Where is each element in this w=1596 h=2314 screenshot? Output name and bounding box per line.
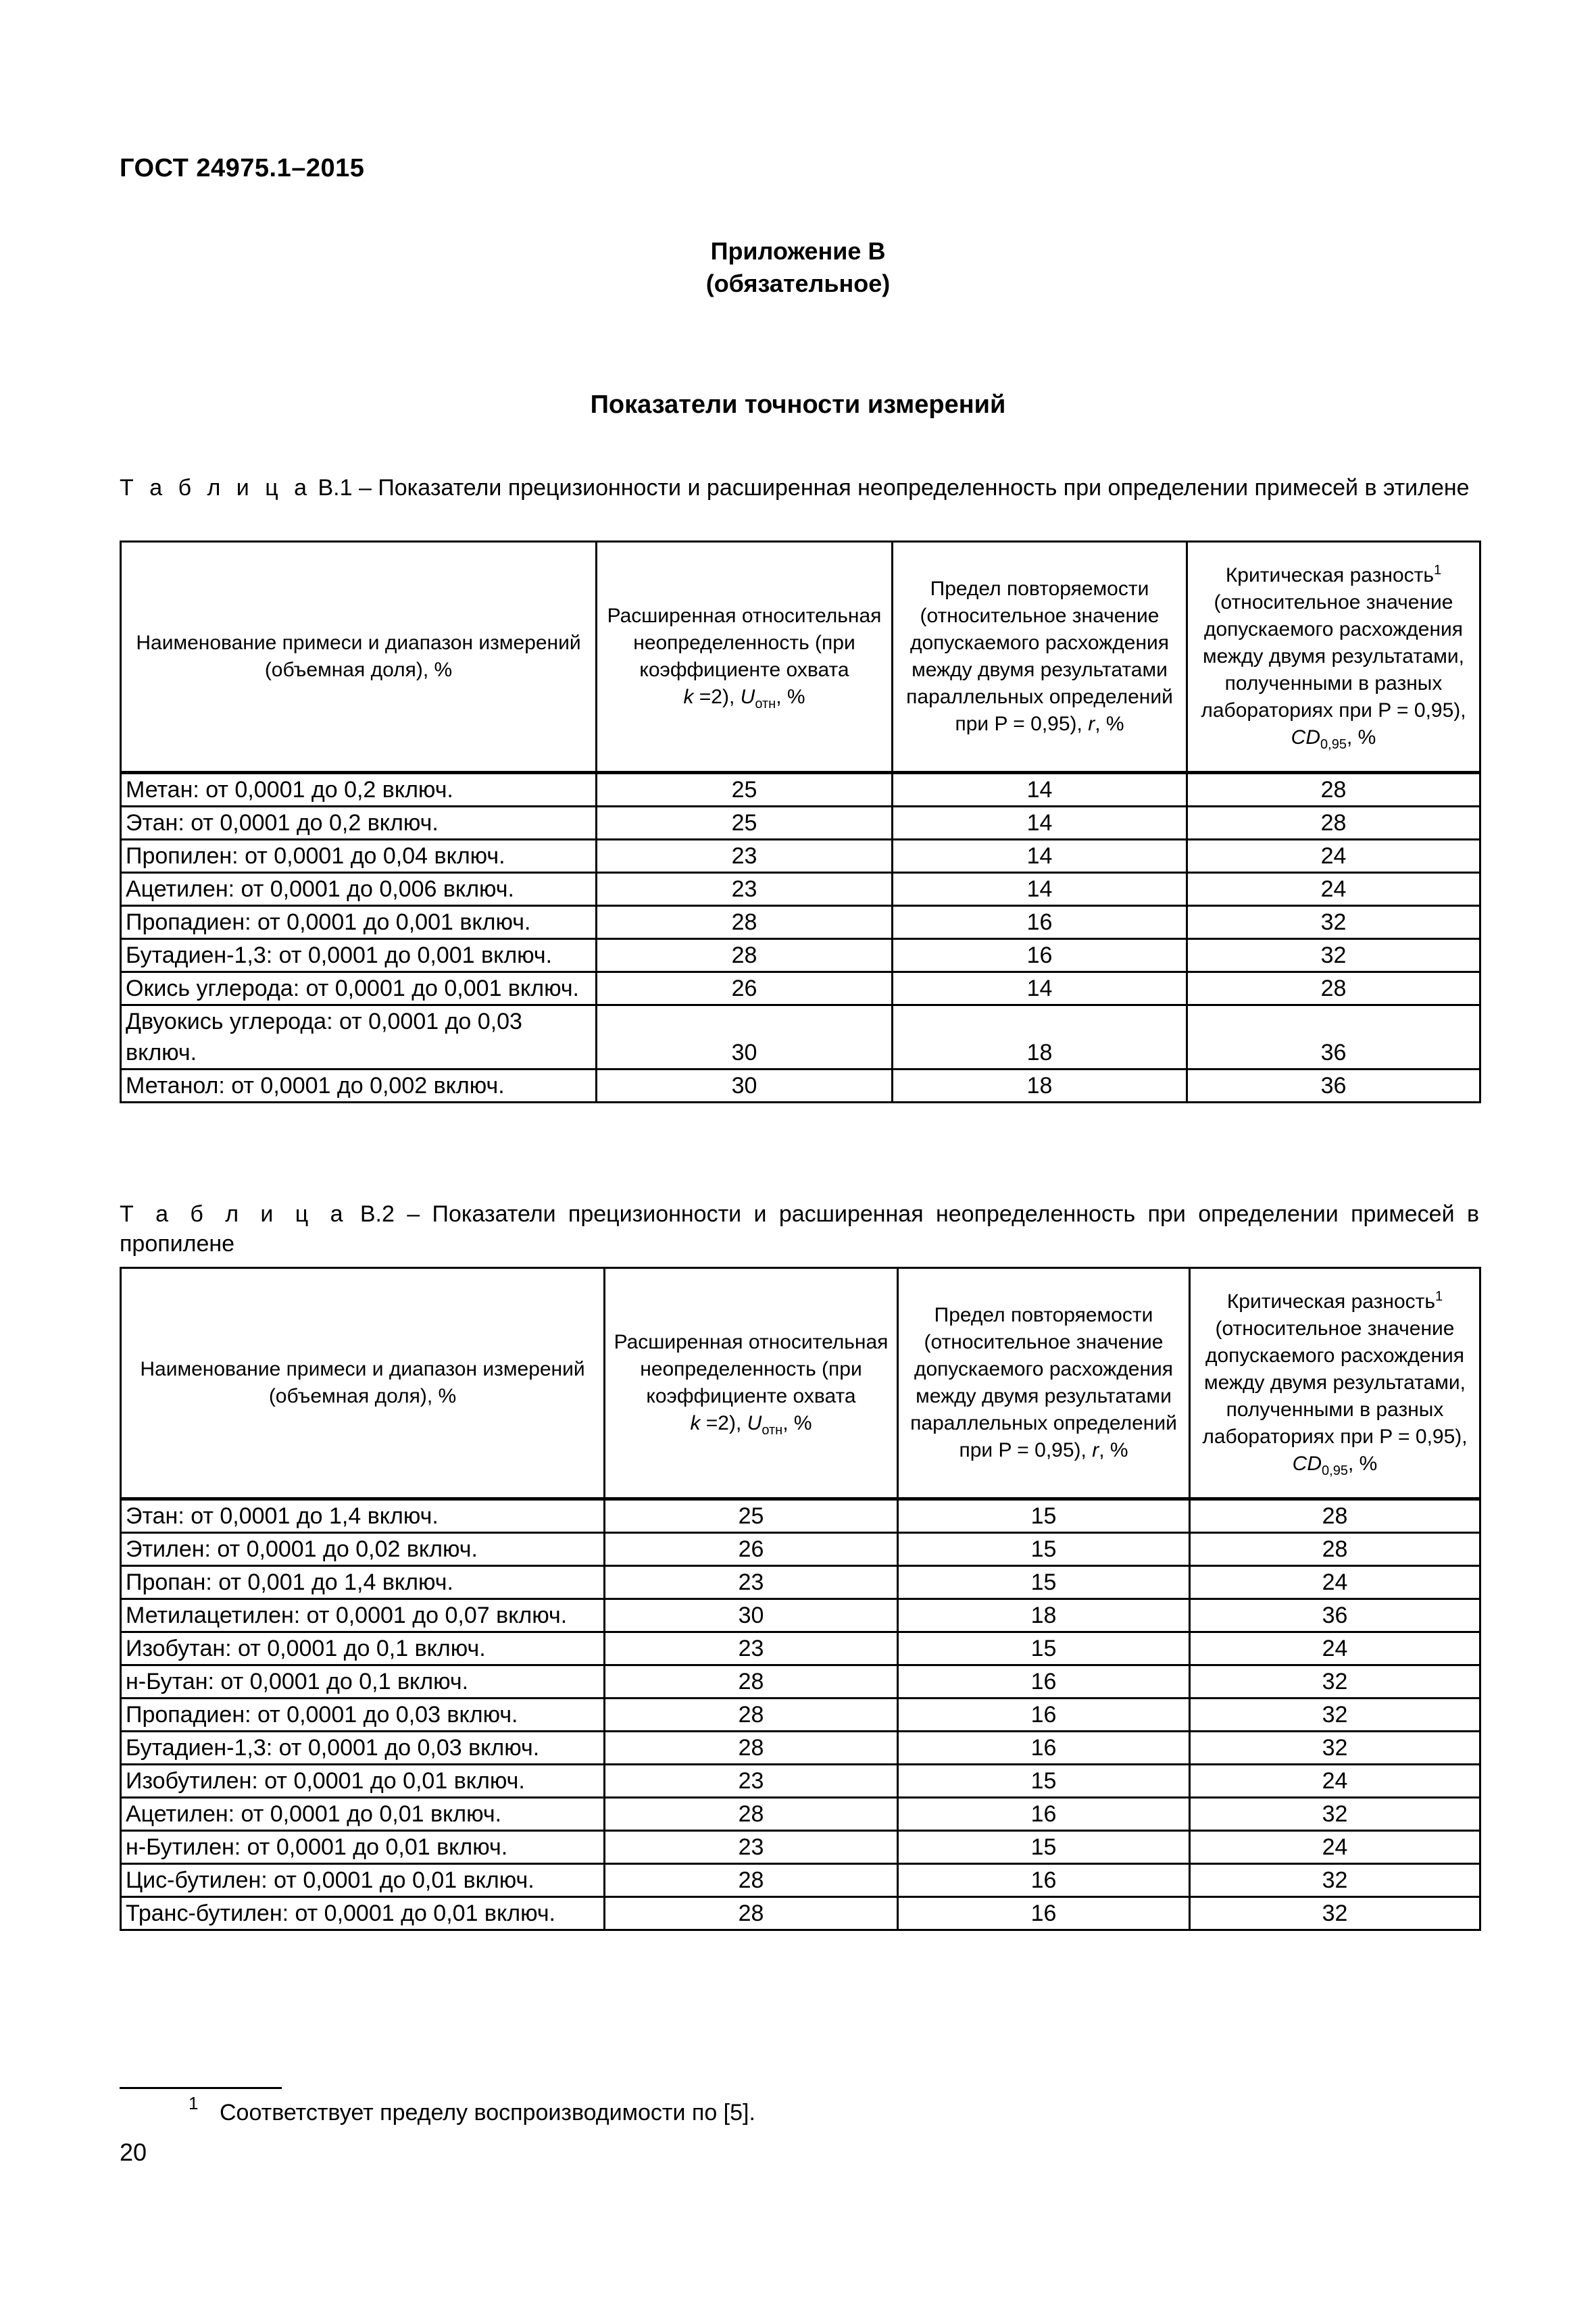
table2-body <box>121 1499 1480 1930</box>
header-uncertainty-k: k <box>690 1412 701 1434</box>
header-critical-symbol: CD <box>1291 726 1321 749</box>
impurity-name: Изобутилен: от 0,0001 до 0,01 включ. <box>121 1765 605 1798</box>
table1 <box>120 540 1481 1103</box>
uncertainty-value: 25 <box>597 807 893 840</box>
header-uncertainty-sub: отн <box>755 697 776 711</box>
table-row <box>121 1864 1480 1897</box>
uncertainty-value: 30 <box>597 1005 893 1070</box>
table-row <box>121 1798 1480 1831</box>
impurity-name: Транс-бутилен: от 0,0001 до 0,01 включ. <box>121 1897 605 1930</box>
critical-difference-value: 24 <box>1190 1566 1480 1599</box>
impurity-name: Пропадиен: от 0,0001 до 0,03 включ. <box>121 1699 605 1732</box>
repeatability-value: 16 <box>898 1897 1190 1930</box>
table1-label: Т а б л и ц а <box>120 475 312 501</box>
section-title: Показатели точности измерений <box>590 391 1006 419</box>
uncertainty-value: 28 <box>597 939 893 972</box>
table-row <box>121 873 1480 906</box>
repeatability-value: 15 <box>898 1831 1190 1864</box>
repeatability-value: 15 <box>898 1765 1190 1798</box>
uncertainty-value: 26 <box>597 972 893 1005</box>
table-row <box>121 1533 1480 1566</box>
impurity-name: Пропадиен: от 0,0001 до 0,001 включ. <box>121 906 597 939</box>
table-row <box>121 773 1480 807</box>
repeatability-value: 14 <box>893 972 1187 1005</box>
uncertainty-value: 23 <box>605 1566 898 1599</box>
header-uncertainty <box>605 1268 898 1499</box>
critical-difference-value: 32 <box>1190 1732 1480 1765</box>
repeatability-value: 16 <box>893 906 1187 939</box>
header-uncertainty-text: Расширенная относительная неопределенность (при коэффициенте охвата <box>607 605 882 681</box>
header-uncertainty <box>597 542 893 773</box>
header-uncertainty-symbol: U <box>747 1412 762 1434</box>
impurity-name: Бутадиен-1,3: от 0,0001 до 0,001 включ. <box>121 939 597 972</box>
header-repeatability <box>898 1268 1190 1499</box>
uncertainty-value: 26 <box>605 1533 898 1566</box>
critical-difference-value: 28 <box>1187 773 1480 807</box>
impurity-name: Бутадиен-1,3: от 0,0001 до 0,03 включ. <box>121 1732 605 1765</box>
impurity-name: Ацетилен: от 0,0001 до 0,006 включ. <box>121 873 597 906</box>
table-row <box>121 1005 1480 1070</box>
critical-difference-value: 28 <box>1190 1533 1480 1566</box>
table2 <box>120 1267 1481 1931</box>
impurity-name: Этан: от 0,0001 до 0,2 включ. <box>121 807 597 840</box>
impurity-name: Пропан: от 0,001 до 1,4 включ. <box>121 1566 605 1599</box>
header-critical-tail: (относительное значение допускаемого расхождения между двумя результатами, полученными в разных лабораториях при P = 0,95), <box>1201 591 1466 722</box>
header-uncertainty-tail: =2), <box>693 686 741 708</box>
critical-difference-value: 32 <box>1190 1864 1480 1897</box>
uncertainty-value: 23 <box>605 1831 898 1864</box>
header-critical-symbol: CD <box>1292 1453 1322 1475</box>
header-critical-unit: , % <box>1346 726 1376 749</box>
header-critical <box>1190 1268 1480 1499</box>
impurity-name: Изобутан: от 0,0001 до 0,1 включ. <box>121 1632 605 1665</box>
header-repeatability-symbol: r <box>1088 713 1095 735</box>
uncertainty-value: 25 <box>605 1499 898 1533</box>
impurity-name: Окись углерода: от 0,0001 до 0,001 включ. <box>121 972 597 1005</box>
uncertainty-value: 28 <box>605 1897 898 1930</box>
table-row <box>121 1732 1480 1765</box>
footnote-ref: 1 <box>1434 563 1442 578</box>
header-uncertainty-tail: =2), <box>700 1412 747 1434</box>
impurity-name: Метан: от 0,0001 до 0,2 включ. <box>121 773 597 807</box>
repeatability-value: 16 <box>898 1864 1190 1897</box>
table-row <box>121 807 1480 840</box>
table2-label: Т а б л и ц а <box>120 1201 348 1227</box>
uncertainty-value: 28 <box>605 1864 898 1897</box>
appendix-title: Приложение В <box>710 237 886 265</box>
uncertainty-value: 23 <box>605 1765 898 1798</box>
table-row <box>121 1599 1480 1632</box>
uncertainty-value: 23 <box>597 873 893 906</box>
critical-difference-value: 32 <box>1187 906 1480 939</box>
repeatability-value: 15 <box>898 1566 1190 1599</box>
uncertainty-value: 25 <box>597 773 893 807</box>
table-row <box>121 1765 1480 1798</box>
page-number: 20 <box>120 2138 147 2166</box>
header-repeatability <box>893 542 1187 773</box>
critical-difference-value: 32 <box>1187 939 1480 972</box>
uncertainty-value: 28 <box>605 1665 898 1699</box>
impurity-name: Метанол: от 0,0001 до 0,002 включ. <box>121 1070 597 1103</box>
impurity-name: Метилацетилен: от 0,0001 до 0,07 включ. <box>121 1599 605 1632</box>
table-row <box>121 1699 1480 1732</box>
footnote <box>189 2093 755 2126</box>
impurity-name: Цис-бутилен: от 0,0001 до 0,01 включ. <box>121 1864 605 1897</box>
table-row <box>121 1665 1480 1699</box>
header-repeatability-unit: , % <box>1095 713 1124 735</box>
repeatability-value: 15 <box>898 1533 1190 1566</box>
critical-difference-value: 24 <box>1187 873 1480 906</box>
header-critical <box>1187 542 1480 773</box>
table-row <box>121 1897 1480 1930</box>
critical-difference-value: 32 <box>1190 1798 1480 1831</box>
critical-difference-value: 32 <box>1190 1897 1480 1930</box>
uncertainty-value: 28 <box>605 1699 898 1732</box>
header-uncertainty-sub: отн <box>762 1423 783 1438</box>
repeatability-value: 16 <box>893 939 1187 972</box>
repeatability-value: 14 <box>893 807 1187 840</box>
header-uncertainty-text: Расширенная относительная неопределенность (при коэффициенте охвата <box>614 1331 889 1407</box>
table1-body <box>121 773 1480 1103</box>
table-row <box>121 840 1480 873</box>
header-critical-text: Критическая разность <box>1226 1290 1436 1313</box>
header-name: Наименование примеси и диапазон измерений (объемная доля), % <box>121 542 597 773</box>
header-critical-sub: 0,95 <box>1322 1463 1348 1478</box>
table-row <box>121 939 1480 972</box>
table-row <box>121 1499 1480 1533</box>
table1-caption-text: В.1 – Показатели прецизионности и расширенная неопределенность при определении примесей в этилене <box>311 475 1470 501</box>
critical-difference-value: 36 <box>1190 1599 1480 1632</box>
impurity-name: Этилен: от 0,0001 до 0,02 включ. <box>121 1533 605 1566</box>
appendix-status: (обязательное) <box>705 270 891 297</box>
uncertainty-value: 30 <box>597 1070 893 1103</box>
repeatability-value: 16 <box>898 1798 1190 1831</box>
header-repeatability-unit: , % <box>1099 1439 1128 1461</box>
repeatability-value: 14 <box>893 840 1187 873</box>
header-repeatability-symbol: r <box>1092 1439 1099 1461</box>
header-repeatability-text: Предел повторяемости (относительное значение допускаемого расхождения между двумя результатами параллельных определений при P = 0,95), <box>910 1304 1177 1461</box>
critical-difference-value: 32 <box>1190 1699 1480 1732</box>
appendix-heading <box>0 235 1596 300</box>
repeatability-value: 14 <box>893 773 1187 807</box>
footnote-ref: 1 <box>1435 1289 1443 1304</box>
table-row <box>121 906 1480 939</box>
critical-difference-value: 24 <box>1190 1632 1480 1665</box>
impurity-name: Ацетилен: от 0,0001 до 0,01 включ. <box>121 1798 605 1831</box>
table2-caption <box>120 1199 1479 1259</box>
uncertainty-value: 28 <box>597 906 893 939</box>
critical-difference-value: 36 <box>1187 1070 1480 1103</box>
repeatability-value: 16 <box>898 1665 1190 1699</box>
header-uncertainty-symbol: U <box>740 686 755 708</box>
table-row <box>121 1070 1480 1103</box>
critical-difference-value: 28 <box>1190 1499 1480 1533</box>
repeatability-value: 16 <box>898 1732 1190 1765</box>
header-name: Наименование примеси и диапазон измерений (объемная доля), % <box>121 1268 605 1499</box>
footnote-text: Соответствует пределу воспроизводимости по [5]. <box>220 2100 755 2126</box>
uncertainty-value: 28 <box>605 1798 898 1831</box>
header-uncertainty-k: k <box>683 686 694 708</box>
critical-difference-value: 24 <box>1190 1831 1480 1864</box>
critical-difference-value: 36 <box>1187 1005 1480 1070</box>
repeatability-value: 15 <box>898 1632 1190 1665</box>
table-row <box>121 1566 1480 1599</box>
footnote-mark: 1 <box>189 2093 199 2113</box>
uncertainty-value: 23 <box>597 840 893 873</box>
critical-difference-value: 28 <box>1187 807 1480 840</box>
repeatability-value: 15 <box>898 1499 1190 1533</box>
critical-difference-value: 28 <box>1187 972 1480 1005</box>
repeatability-value: 18 <box>898 1599 1190 1632</box>
impurity-name: Пропилен: от 0,0001 до 0,04 включ. <box>121 840 597 873</box>
uncertainty-value: 28 <box>605 1732 898 1765</box>
footnote-divider <box>120 2087 282 2089</box>
header-critical-unit: , % <box>1347 1453 1378 1475</box>
impurity-name: н-Бутан: от 0,0001 до 0,1 включ. <box>121 1665 605 1699</box>
header-repeatability-text: Предел повторяемости (относительное значение допускаемого расхождения между двумя результатами параллельных определений при P = 0,95), <box>906 578 1173 735</box>
header-uncertainty-unit: , % <box>782 1412 812 1434</box>
table2-caption-text: В.2 – Показатели прецизионности и расширенная неопределенность при определении примесей в пропилене <box>120 1201 1480 1257</box>
uncertainty-value: 23 <box>605 1632 898 1665</box>
critical-difference-value: 24 <box>1187 840 1480 873</box>
header-uncertainty-unit: , % <box>776 686 805 708</box>
header-critical-sub: 0,95 <box>1320 737 1347 752</box>
repeatability-value: 18 <box>893 1005 1187 1070</box>
table-row <box>121 1831 1480 1864</box>
table-row <box>121 972 1480 1005</box>
critical-difference-value: 24 <box>1190 1765 1480 1798</box>
impurity-name: Двуокись углерода: от 0,0001 до 0,03 включ. <box>121 1005 597 1070</box>
table1-caption <box>120 473 1479 503</box>
table-row <box>121 1632 1480 1665</box>
repeatability-value: 16 <box>898 1699 1190 1732</box>
document-code: ГОСТ 24975.1–2015 <box>120 154 365 182</box>
header-critical-tail: (относительное значение допускаемого расхождения между двумя результатами, полученными в разных лабораториях при P = 0,95), <box>1202 1317 1468 1448</box>
impurity-name: Этан: от 0,0001 до 1,4 включ. <box>121 1499 605 1533</box>
uncertainty-value: 30 <box>605 1599 898 1632</box>
impurity-name: н-Бутилен: от 0,0001 до 0,01 включ. <box>121 1831 605 1864</box>
repeatability-value: 18 <box>893 1070 1187 1103</box>
repeatability-value: 14 <box>893 873 1187 906</box>
header-critical-text: Критическая разность <box>1225 564 1435 586</box>
critical-difference-value: 32 <box>1190 1665 1480 1699</box>
